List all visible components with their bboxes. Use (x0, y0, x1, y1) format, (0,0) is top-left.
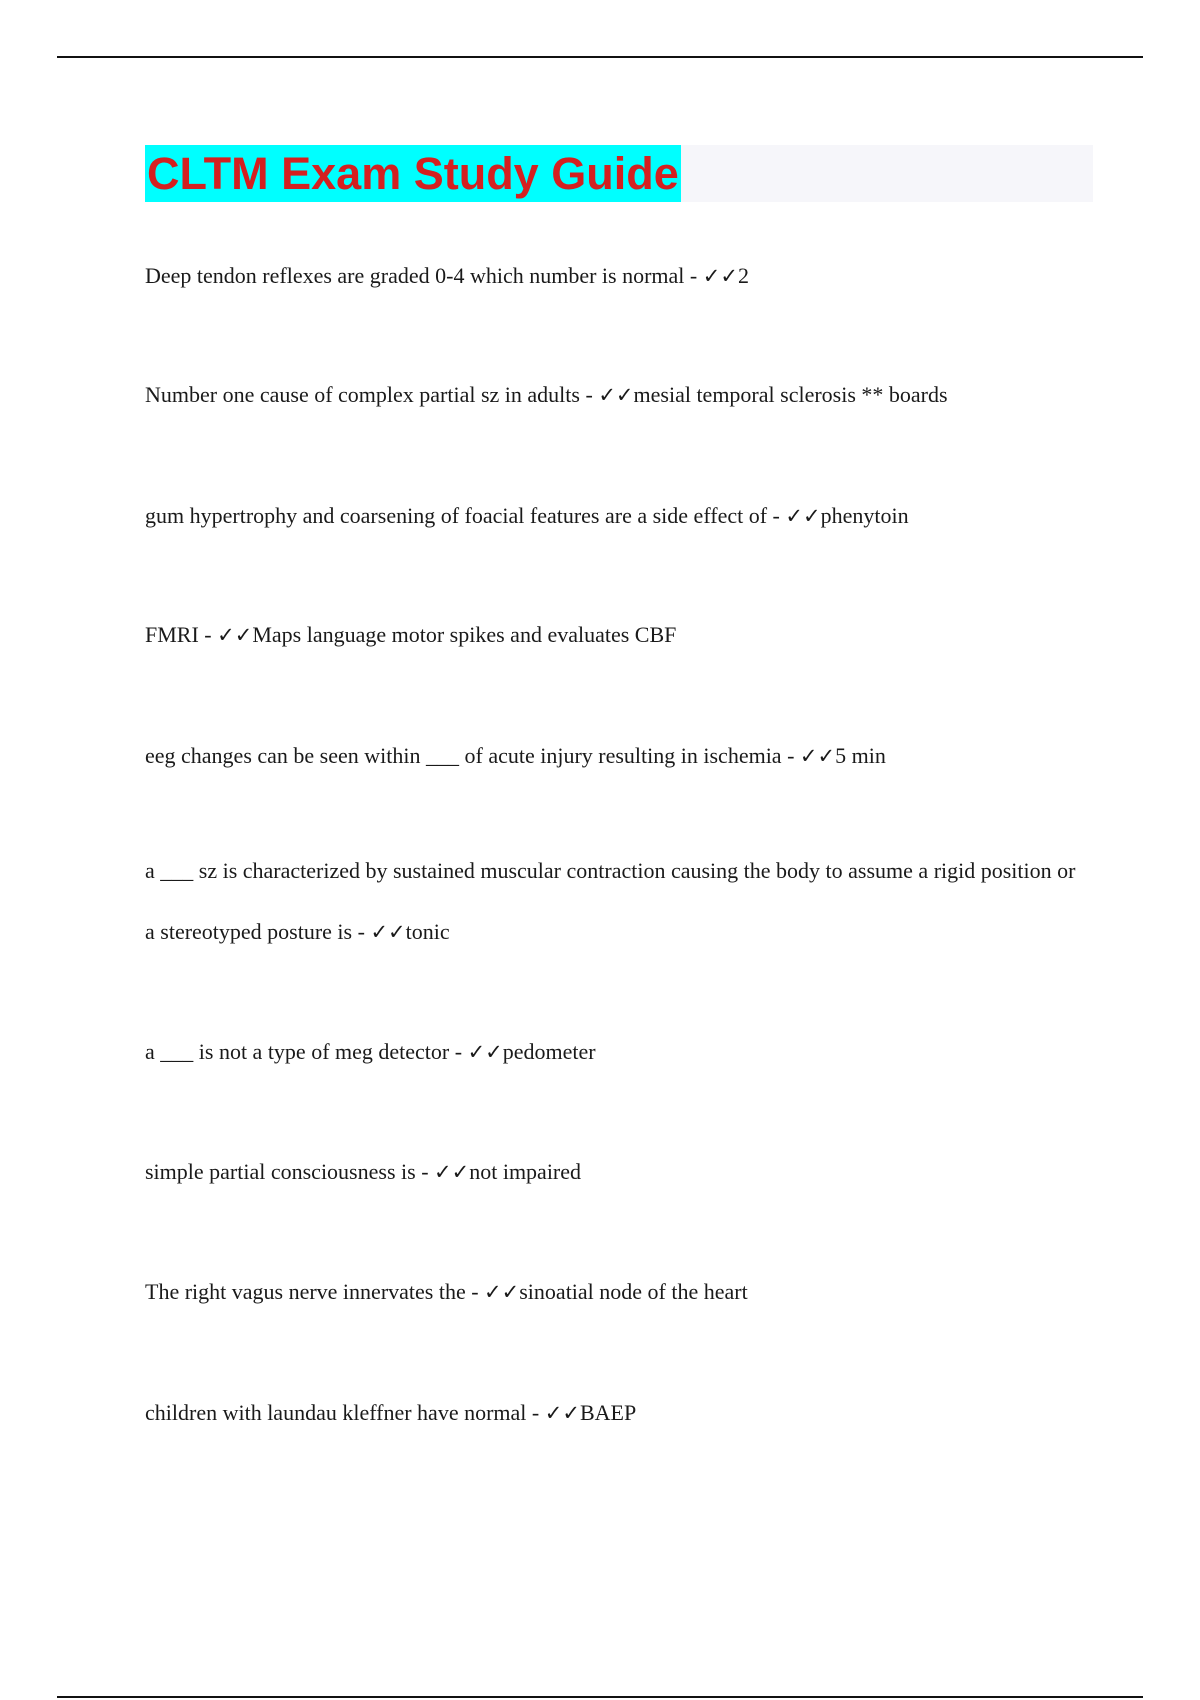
answer-6: tonic (405, 919, 450, 944)
answer-10: BAEP (579, 1400, 637, 1425)
qa-item-7 (145, 1021, 1085, 1083)
separator: - (198, 622, 218, 647)
answer-1: 2 (737, 263, 749, 288)
qa-item-6 (145, 840, 1085, 963)
check-icon: ✓✓ (484, 1280, 520, 1304)
check-icon: ✓✓ (467, 1040, 503, 1064)
qa-item-10 (145, 1382, 1085, 1444)
check-icon: ✓✓ (702, 264, 738, 288)
separator: - (781, 743, 800, 768)
check-icon: ✓✓ (544, 1401, 580, 1425)
separator: - (684, 263, 703, 288)
qa-item-4 (145, 604, 1085, 666)
document-title: CLTM Exam Study Guide (145, 145, 681, 202)
separator: - (449, 1039, 468, 1064)
separator: - (526, 1400, 545, 1425)
question-2: Number one cause of complex partial sz in adults (145, 382, 580, 407)
qa-item-3 (145, 485, 1085, 547)
question-10: children with laundau kleffner have normal (145, 1400, 527, 1425)
answer-3: phenytoin (820, 503, 909, 528)
header-rule (57, 56, 1143, 58)
qa-item-2 (145, 364, 1085, 426)
question-6: a ___ sz is characterized by sustained muscular contraction causing the body to assume a rigid position or a stereotyped posture is (145, 858, 1076, 944)
answer-9: sinoatial node of the heart (519, 1279, 748, 1304)
check-icon: ✓✓ (217, 623, 253, 647)
question-4: FMRI (145, 622, 199, 647)
answer-7: pedometer (502, 1039, 596, 1064)
check-icon: ✓✓ (434, 1160, 470, 1184)
separator: - (465, 1279, 485, 1304)
check-icon: ✓✓ (785, 504, 821, 528)
answer-4: Maps language motor spikes and evaluates CBF (252, 622, 677, 647)
check-icon: ✓✓ (598, 383, 634, 407)
separator: - (579, 382, 599, 407)
qa-item-8 (145, 1141, 1085, 1203)
question-5: eeg changes can be seen within ___ of acute injury resulting in ischemia (145, 743, 782, 768)
separator: - (415, 1159, 435, 1184)
question-7: a ___ is not a type of meg detector (145, 1039, 450, 1064)
separator: - (352, 919, 371, 944)
qa-item-1 (145, 245, 1085, 307)
check-icon: ✓✓ (799, 744, 836, 768)
check-icon: ✓✓ (370, 920, 406, 944)
question-1: Deep tendon reflexes are graded 0-4 which number is normal (145, 263, 685, 288)
answer-5: 5 min (835, 743, 886, 768)
separator: - (767, 503, 786, 528)
answer-2: mesial temporal sclerosis ** boards (633, 382, 948, 407)
question-9: The right vagus nerve innervates the (145, 1279, 466, 1304)
answer-8: not impaired (469, 1159, 582, 1184)
question-3: gum hypertrophy and coarsening of foacial features are a side effect of (145, 503, 768, 528)
qa-item-5 (145, 725, 1085, 787)
qa-item-9 (145, 1261, 1085, 1323)
question-8: simple partial consciousness is (145, 1159, 416, 1184)
footer-rule (57, 1696, 1143, 1698)
